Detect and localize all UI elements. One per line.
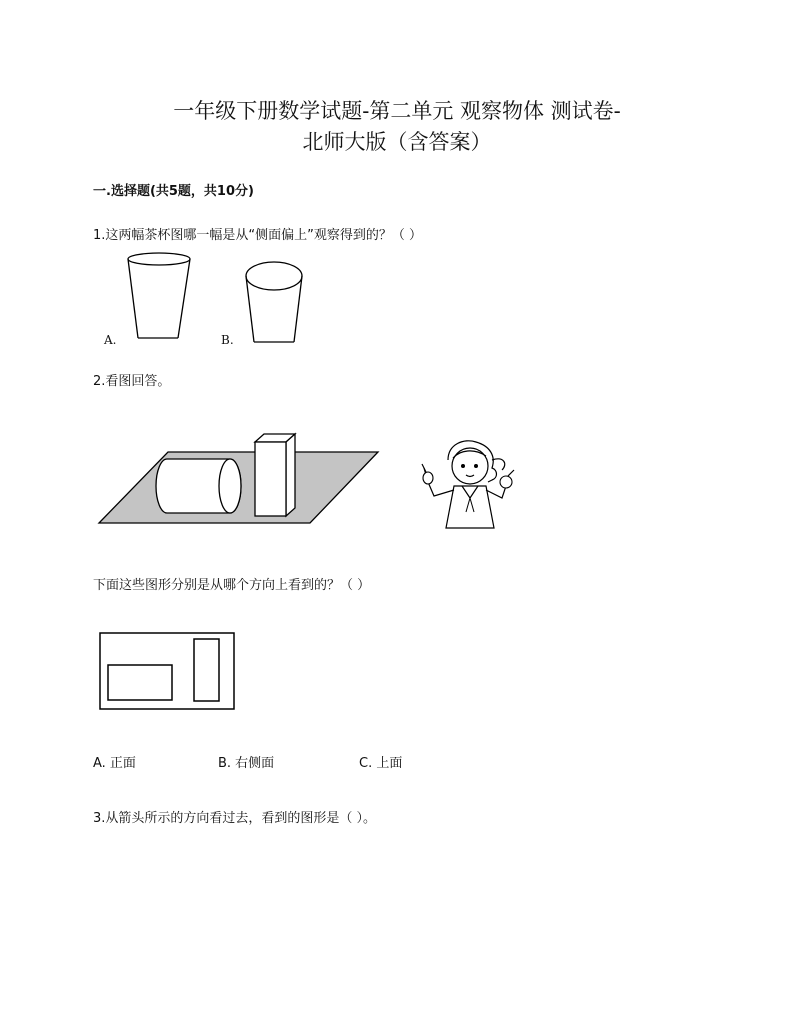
cup-figure-b: [244, 260, 306, 346]
page-title-line-2: 北师大版（含答案）: [302, 130, 492, 154]
question-3-text: 3.从箭头所示的方向看过去，看到的图形是（ ）。: [93, 811, 377, 826]
question-2-option-b[interactable]: B. 右侧面: [218, 756, 275, 771]
question-2-text: 2.看图回答。: [93, 374, 171, 389]
question-2-option-c[interactable]: C. 上面: [359, 756, 403, 771]
question-2-subtext: 下面这些图形分别是从哪个方向上看到的？（ ）: [93, 578, 371, 593]
question-1-option-a[interactable]: A.: [104, 333, 117, 347]
section-heading: 一.选择题(共5题，共10分): [93, 184, 254, 199]
scene-cylinder-and-box: [96, 432, 382, 528]
page-title-line-1: 一年级下册数学试题-第二单元 观察物体 测试卷-: [173, 99, 621, 123]
question-1-option-b[interactable]: B.: [221, 333, 234, 347]
view-diagram: [99, 632, 237, 712]
question-2-option-a[interactable]: A. 正面: [93, 756, 136, 771]
question-1-text: 1.这两幅茶杯图哪一幅是从“侧面偏上”观察得到的？（ ）: [93, 228, 423, 243]
girl-observer-icon: [418, 438, 524, 534]
cup-figure-a: [125, 250, 195, 342]
